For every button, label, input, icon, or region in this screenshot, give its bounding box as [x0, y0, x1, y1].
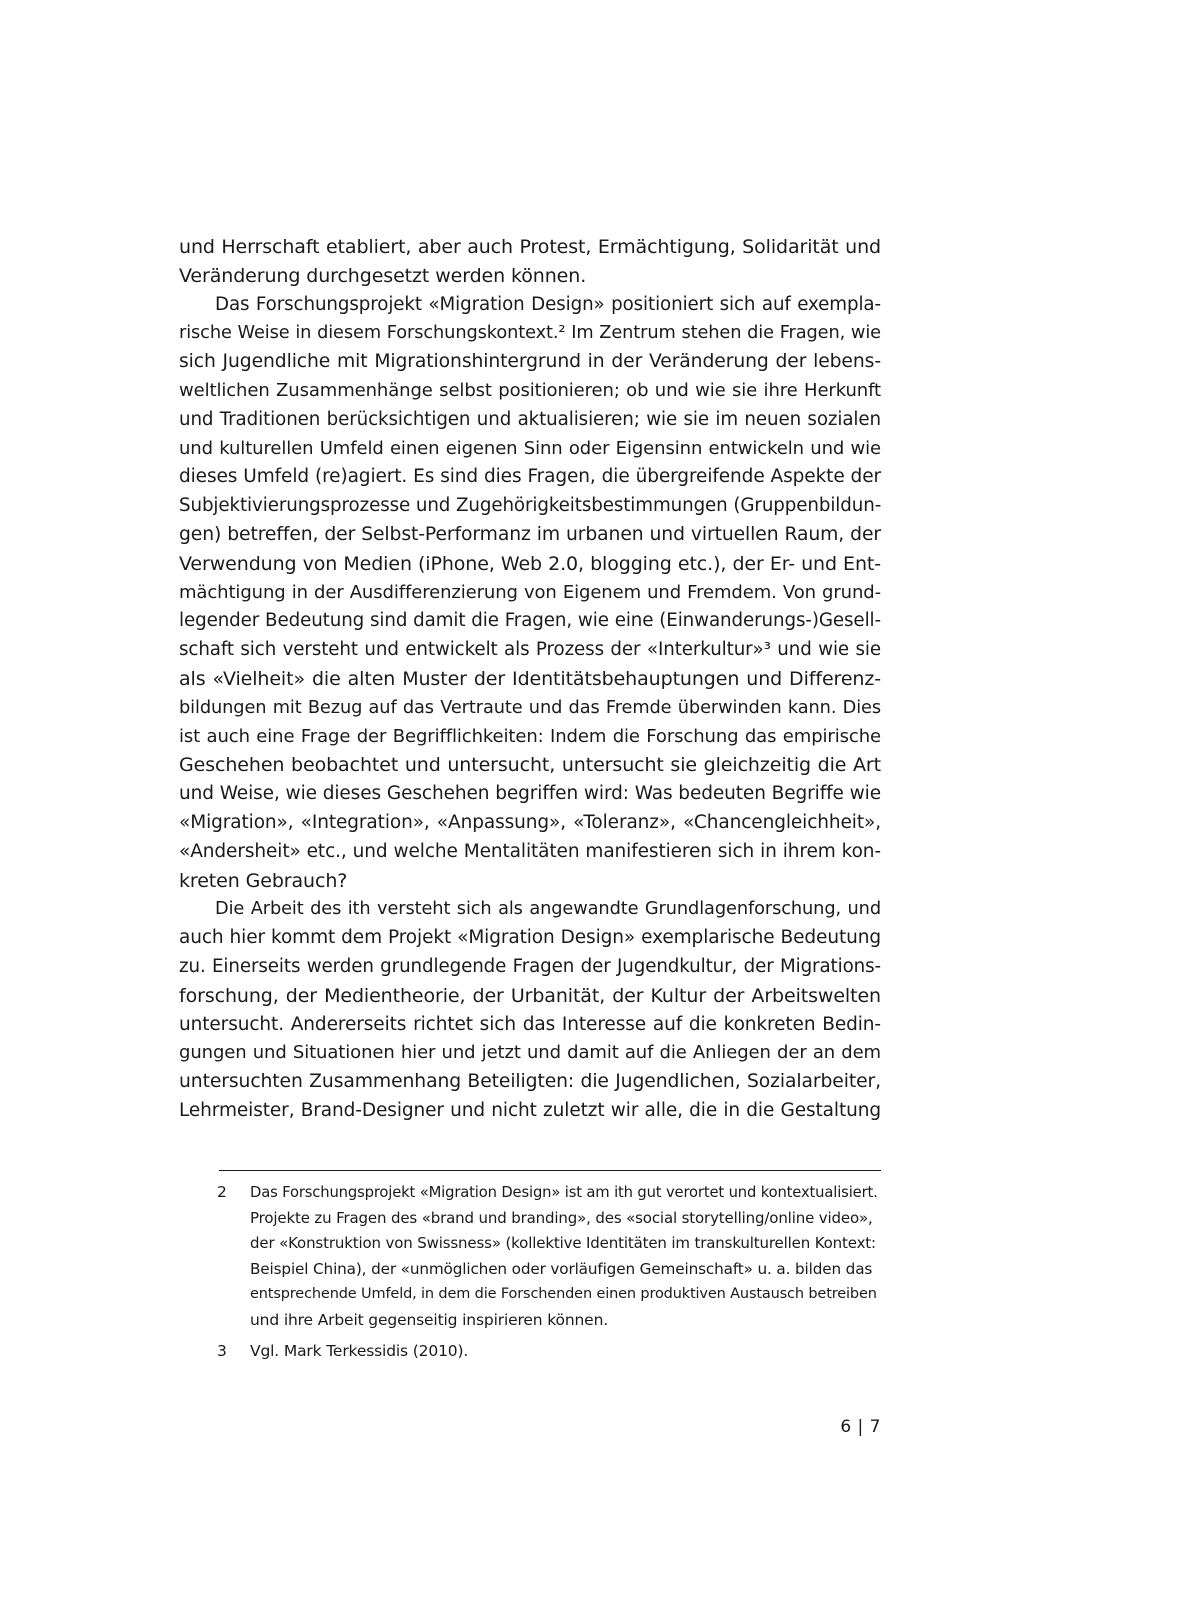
body-line: mächtigung in der Ausdifferenzierung von Eigenem und Fremdem. Von grund- [179, 581, 881, 603]
body-line: und Herrschaft etabliert, aber auch Protest, Ermächtigung, Solidarität und [179, 236, 881, 258]
footnote [217, 1339, 881, 1365]
footnote-line: Das Forschungsprojekt «Migration Design» ist am ith gut verortet und kontextualisiert. [250, 1184, 878, 1201]
body-line: kreten Gebrauch? [179, 869, 348, 892]
body-line: und Weise, wie dieses Geschehen begriffen wird: Was bedeuten Begriffe wie [179, 783, 881, 805]
body-line: Verwendung von Medien (iPhone, Web 2.0, blogging etc.), der Er- und Ent- [179, 552, 881, 575]
body-line: «Migration», «Integration», «Anpassung», «Toleranz», «Chancengleichheit», [179, 811, 881, 833]
footnote [217, 1180, 881, 1333]
footnote-line: und ihre Arbeit gegenseitig inspirieren können. [250, 1310, 609, 1329]
body-line: als «Vielheit» die alten Muster der Identitätsbehauptungen und Differenz- [179, 667, 881, 690]
body-line: untersuchten Zusammenhang Beteiligten: die Jugendlichen, Sozialarbeiter, [179, 1071, 881, 1093]
body-line: Das Forschungsprojekt «Migration Design» positioniert sich auf exempla- [215, 293, 881, 315]
body-line: ist auch eine Frage der Begrifflichkeiten: Indem die Forschung das empirische [179, 725, 881, 747]
body-line: schaft sich versteht und entwickelt als Prozess der «Interkultur»³ und wie sie [179, 639, 881, 661]
footnote-number: 2 [217, 1183, 227, 1201]
page-number: 6 | 7 [840, 1417, 881, 1437]
footnote-divider [219, 1170, 881, 1171]
body-line: untersucht. Andererseits richtet sich das Interesse auf die konkreten Bedin- [179, 1013, 881, 1035]
body-line: Subjektivierungsprozesse und Zugehörigkeitsbestimmungen (Gruppenbildun- [179, 495, 882, 517]
footnote-line: Beispiel China), der «unmöglichen oder vorläufigen Gemeinschaft» u. a. bilden das [250, 1259, 873, 1278]
body-line: forschung, der Medientheorie, der Urbanität, der Kultur der Arbeitswelten [179, 984, 881, 1007]
footnote-line: entsprechende Umfeld, in dem die Forschenden einen produktiven Austausch betreiben [250, 1286, 877, 1302]
body-line: rische Weise in diesem Forschungskontext.² Im Zentrum stehen die Fragen, wie [179, 323, 881, 344]
body-line: Veränderung durchgesetzt werden können. [179, 264, 587, 287]
body-line: gen) betreffen, der Selbst-Performanz im urbanen und virtuellen Raum, der [179, 523, 881, 545]
body-line: Lehrmeister, Brand-Designer und nicht zuletzt wir alle, die in die Gestaltung [179, 1099, 881, 1121]
body-text [179, 233, 881, 1126]
body-line: weltlichen Zusammenhänge selbst positionieren; ob und wie sie ihre Herkunft [179, 379, 881, 401]
body-line: und kulturellen Umfeld einen eigenen Sinn oder Eigensinn entwickeln und wie [179, 437, 881, 459]
body-line: Geschehen beobachtet und untersucht, untersucht sie gleichzeitig die Art [179, 754, 881, 777]
footnote-line: der «Konstruktion von Swissness» (kollektive Identitäten im transkulturellen Kontext: [250, 1234, 876, 1252]
body-line: Die Arbeit des ith versteht sich als angewandte Grundlagenforschung, und [215, 899, 881, 920]
footnote-number: 3 [217, 1342, 227, 1360]
body-line: «Andersheit» etc., und welche Mentalitäten manifestieren sich in ihrem kon- [179, 840, 881, 862]
footnote-line: Vgl. Mark Terkessidis (2010). [250, 1342, 469, 1360]
footnote-line: Projekte zu Fragen des «brand und branding», des «social storytelling/online video», [250, 1208, 873, 1227]
body-line: sich Jugendliche mit Migrationshintergrund in der Veränderung der lebens- [179, 351, 881, 373]
body-line: und Traditionen berücksichtigen und aktualisieren; wie sie im neuen sozialen [179, 408, 881, 430]
body-line: gungen und Situationen hier und jetzt und damit auf die Anliegen der an dem [179, 1042, 881, 1064]
body-line: legender Bedeutung sind damit die Fragen, wie eine (Einwanderungs-)Gesell- [179, 610, 881, 632]
body-line: bildungen mit Bezug auf das Vertraute und das Fremde überwinden kann. Dies [179, 697, 881, 718]
body-line: dieses Umfeld (re)agiert. Es sind dies Fragen, die übergreifende Aspekte der [179, 466, 881, 488]
body-line: auch hier kommt dem Projekt «Migration Design» exemplarische Bedeutung [179, 927, 881, 949]
body-line: zu. Einerseits werden grundlegende Fragen der Jugendkultur, der Migrations- [179, 955, 881, 977]
footnotes [217, 1180, 881, 1371]
